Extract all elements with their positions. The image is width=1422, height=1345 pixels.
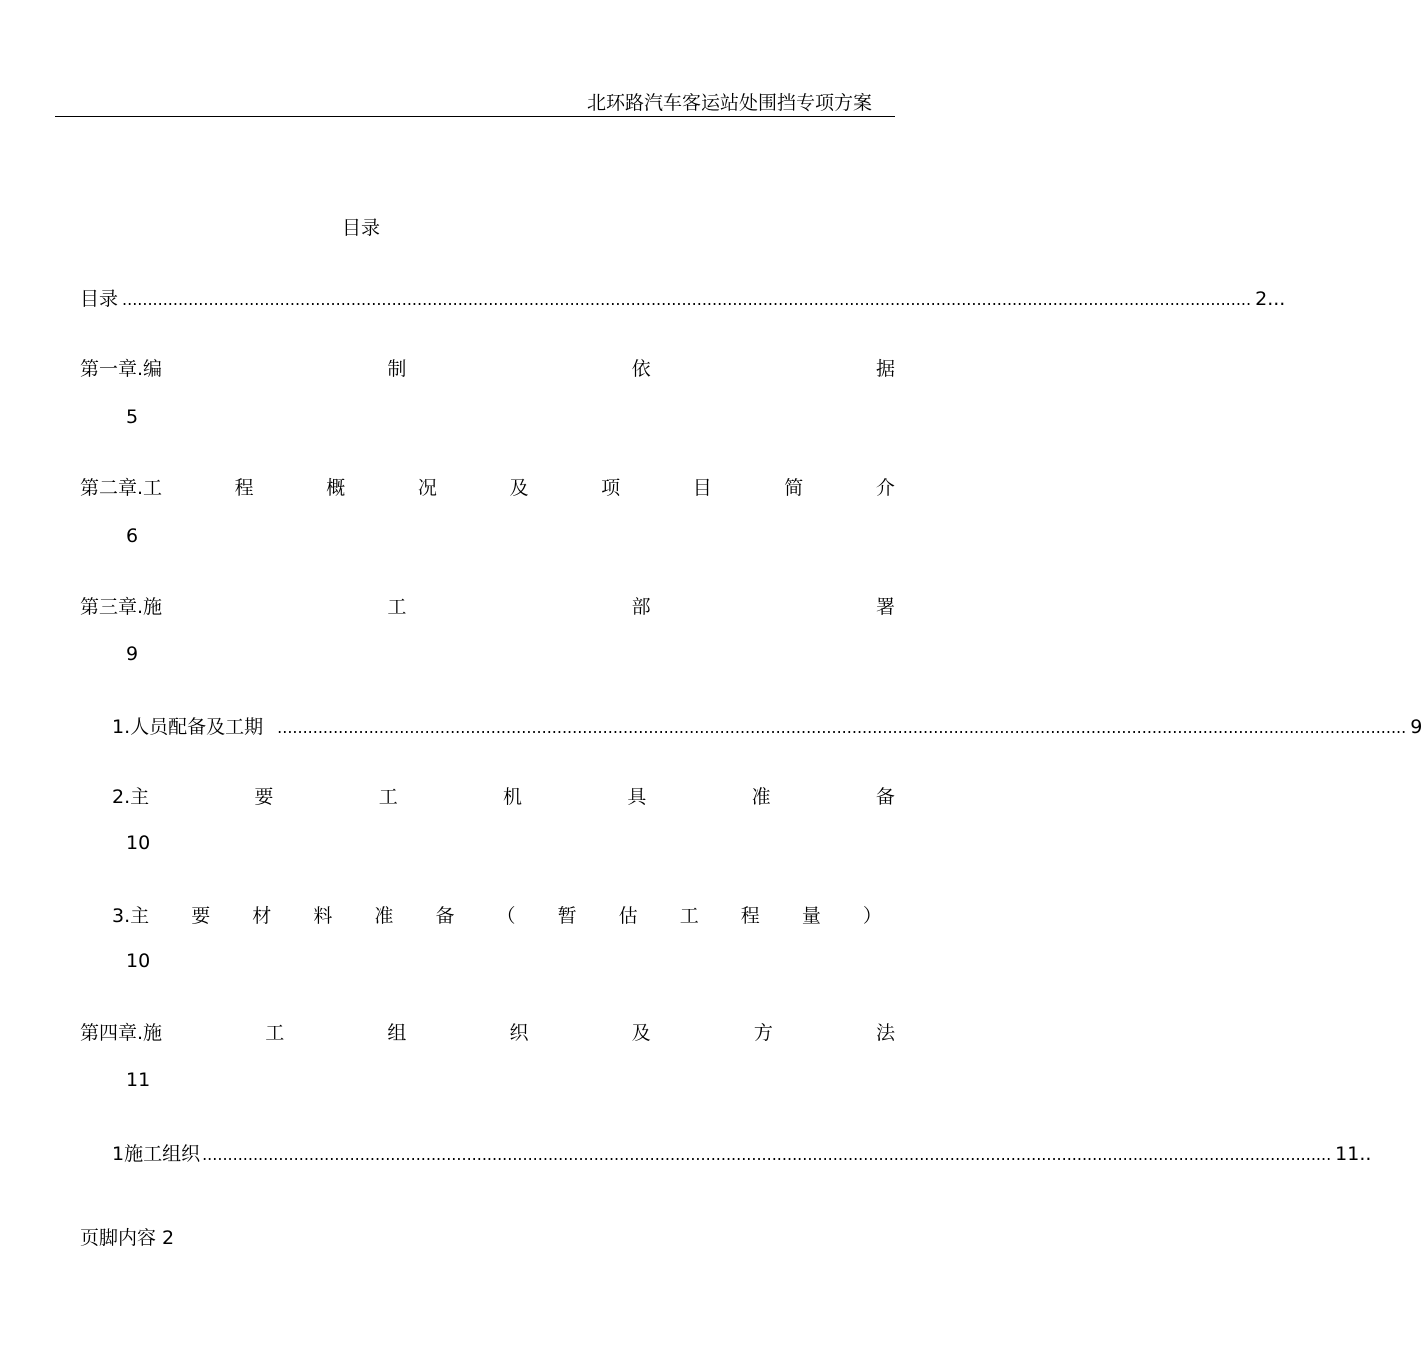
toc-entry-part: 备 xyxy=(875,786,895,808)
toc-entry-part: 项 xyxy=(601,477,621,499)
toc-entry-part: 法 xyxy=(875,1022,895,1044)
toc-entry-chapter-3[interactable] xyxy=(80,592,895,619)
toc-entry-page: 10 xyxy=(126,832,151,854)
toc-entry-part: 依 xyxy=(631,358,651,380)
toc-entry-part: 机 xyxy=(503,786,523,808)
toc-entry-page: 9 xyxy=(1410,716,1422,738)
toc-entry-part: 暂 xyxy=(557,905,577,927)
toc-entry-part: 工 xyxy=(378,786,398,808)
dot-leader: .............................................................................................................................................................................................................................. xyxy=(202,1145,1332,1164)
toc-entry-part: 3.主 xyxy=(112,905,150,927)
toc-entry-chapter-1[interactable] xyxy=(80,354,895,381)
toc-entry-part: 简 xyxy=(784,477,804,499)
toc-entry-part: 准 xyxy=(751,786,771,808)
toc-entry-page: 10 xyxy=(126,950,151,972)
toc-entry-part: ） xyxy=(862,905,882,927)
toc-entry-toc[interactable] xyxy=(80,284,1286,311)
dot-leader: .............................................................................................................................................................................................................................. xyxy=(277,718,1407,737)
toc-entry-part: 要 xyxy=(254,786,274,808)
toc-entry-part: （ xyxy=(496,905,516,927)
toc-entry-part: 材 xyxy=(252,905,272,927)
toc-entry-part: 署 xyxy=(875,596,895,618)
toc-entry-part: 估 xyxy=(618,905,638,927)
toc-entry-part: 及 xyxy=(631,1022,651,1044)
dot-leader-tail: .. xyxy=(1359,1143,1372,1165)
toc-entry-part: 制 xyxy=(387,358,407,380)
toc-entry-section-3-2[interactable] xyxy=(112,782,895,809)
toc-entry-page: 11 xyxy=(1335,1143,1360,1165)
toc-entry-part: 要 xyxy=(191,905,211,927)
toc-entry-page: 9 xyxy=(126,643,139,665)
dot-leader: .............................................................................................................................................................................................................................. xyxy=(122,290,1252,309)
toc-entry-part: 概 xyxy=(326,477,346,499)
toc-entry-part: 2.主 xyxy=(112,786,150,808)
toc-entry-chapter-2[interactable] xyxy=(80,473,895,500)
toc-entry-section-4-1[interactable] xyxy=(112,1139,1372,1166)
toc-entry-part: 程 xyxy=(234,477,254,499)
toc-entry-label: 1.人员配备及工期 xyxy=(112,716,264,738)
toc-entry-label: 1施工组织 xyxy=(112,1143,201,1165)
toc-entry-part: 况 xyxy=(417,477,437,499)
document-header-title: 北环路汽车客运站处围挡专项方案 xyxy=(586,92,872,114)
toc-entry-page: 6 xyxy=(126,525,139,547)
toc-entry-part: 量 xyxy=(801,905,821,927)
toc-entry-chapter-4[interactable] xyxy=(80,1018,895,1045)
toc-entry-part: 介 xyxy=(875,477,895,499)
toc-entry-part: 目 xyxy=(692,477,712,499)
page-footer: 页脚内容 2 xyxy=(80,1227,175,1249)
toc-entry-part: 程 xyxy=(740,905,760,927)
toc-entry-part: 料 xyxy=(313,905,333,927)
toc-entry-part: 第四章.施 xyxy=(80,1022,163,1044)
toc-entry-part: 准 xyxy=(374,905,394,927)
toc-entry-section-3-3[interactable] xyxy=(112,901,882,928)
toc-entry-part: 部 xyxy=(631,596,651,618)
toc-entry-part: 第三章.施 xyxy=(80,596,163,618)
toc-heading: 目录 xyxy=(342,217,381,239)
toc-entry-page: 5 xyxy=(126,406,139,428)
toc-entry-part: 据 xyxy=(875,358,895,380)
toc-entry-part: 工 xyxy=(387,596,407,618)
dot-leader-tail: ... xyxy=(1267,288,1286,310)
toc-entry-part: 工 xyxy=(679,905,699,927)
toc-entry-part: 组 xyxy=(387,1022,407,1044)
toc-entry-part: 第一章.编 xyxy=(80,358,163,380)
toc-entry-section-3-1[interactable] xyxy=(112,712,1422,739)
toc-entry-part: 方 xyxy=(753,1022,773,1044)
toc-entry-part: 具 xyxy=(627,786,647,808)
toc-entry-part: 备 xyxy=(435,905,455,927)
toc-entry-page: 2 xyxy=(1255,288,1268,310)
toc-entry-part: 工 xyxy=(265,1022,285,1044)
toc-entry-part: 织 xyxy=(509,1022,529,1044)
toc-entry-part: 及 xyxy=(509,477,529,499)
toc-entry-page: 11 xyxy=(126,1069,151,1091)
header-rule xyxy=(55,116,895,117)
toc-entry-part: 第二章.工 xyxy=(80,477,163,499)
toc-entry-label: 目录 xyxy=(80,288,119,310)
